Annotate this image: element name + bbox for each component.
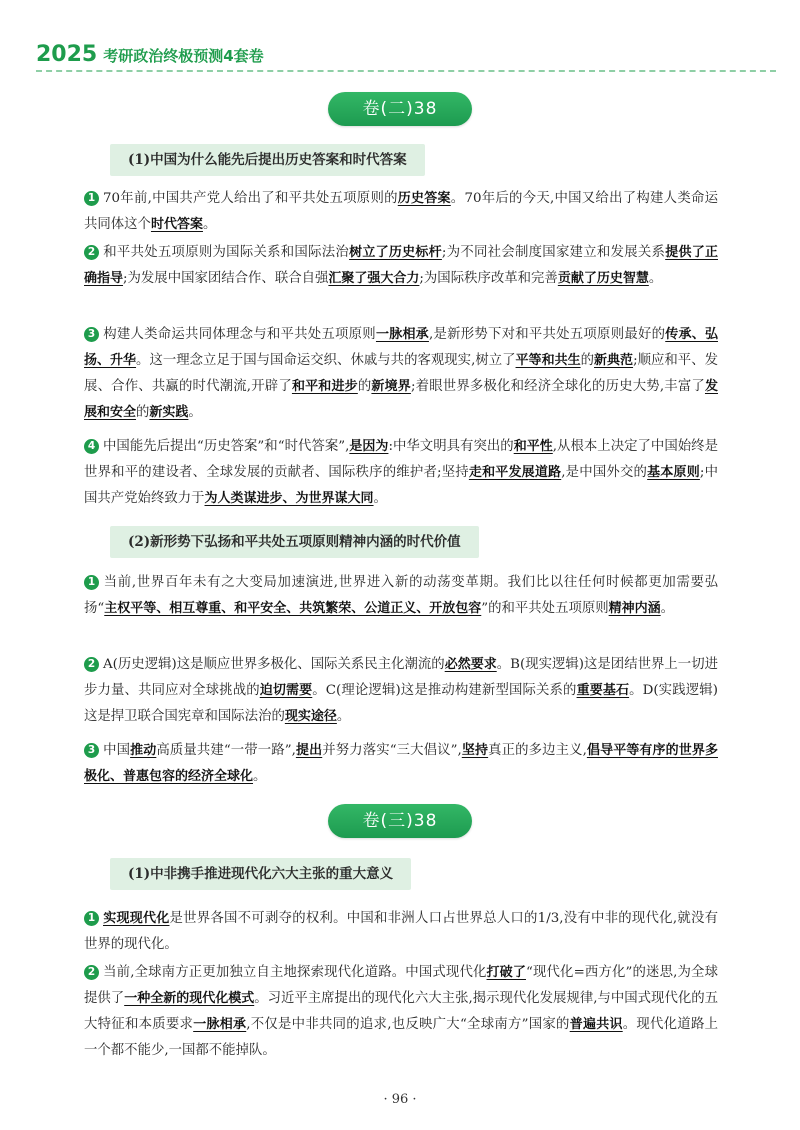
- text: 并努力落实“三大倡议”,: [322, 743, 462, 758]
- q1-paragraph-2: [84, 240, 718, 292]
- keyword: 树立了历史标杆: [349, 245, 442, 260]
- text: 构建人类命运共同体理念与和平共处五项原则: [103, 327, 376, 342]
- section-badge-3: 卷(三)38: [328, 804, 472, 838]
- text: 。: [188, 405, 202, 420]
- page-header: [36, 42, 264, 72]
- header-year: 2025: [36, 42, 98, 67]
- text: 70年前,中国共产党人给出了和平共处五项原则的: [103, 191, 398, 206]
- text: 当前,世界百年未有之大变局加速演进,世界进入新的动荡变革期。我们比以往任何时候都更加需要弘扬“: [84, 575, 718, 616]
- text: 。这一理念立足于国与国命运交织、休戚与共的客观现实,树立了: [136, 353, 516, 368]
- text: 。习近平主席提出的现代化六大主张,揭示现代化发展规律,与中国式现代化的五大特征和本质要求: [84, 991, 719, 1032]
- text: “现代化=西方化”的迷思,为全球提供了: [84, 965, 718, 1006]
- text: 中国: [103, 743, 131, 758]
- section-badge-2: 卷(二)38: [328, 92, 472, 126]
- keyword: 打破了: [486, 965, 526, 980]
- keyword: 坚持: [461, 743, 489, 758]
- keyword: 新境界: [371, 379, 411, 394]
- text: 高质量共建“一带一路”,: [156, 743, 296, 758]
- q3-paragraph-1: [84, 906, 718, 958]
- text: 的: [357, 379, 372, 394]
- keyword: 历史答案: [397, 191, 451, 206]
- keyword: 和平和进步: [291, 379, 358, 394]
- text: ,从根本上决定了中国始终是世界和平的建设者、全球发展的贡献者、国际秩序的维护者;坚持: [84, 439, 718, 480]
- number-badge: 3: [84, 743, 99, 758]
- keyword: 时代答案: [150, 217, 203, 232]
- keyword: 基本原则: [647, 465, 700, 480]
- text: 。C(理论逻辑)这是推动构建新型国际关系的: [312, 683, 577, 698]
- keyword: 现实途径: [284, 709, 337, 724]
- keyword: 实现现代化: [103, 911, 170, 926]
- text: ,不仅是中非共同的追求,也反映广大“全球南方”国家的: [246, 1017, 570, 1032]
- header-divider: [36, 70, 776, 72]
- keyword: 必然要求: [444, 657, 497, 672]
- keyword: 提出: [295, 743, 323, 758]
- text: 是世界各国不可剥夺的权利。中国和非洲人口占世界总人口的1/3,没有中非的现代化,就没有世界的现代化。: [84, 911, 718, 952]
- keyword: 平等和共生: [515, 353, 581, 368]
- text: 。: [202, 217, 217, 232]
- question-heading-3: (1)中非携手推进现代化六大主张的重大意义: [110, 858, 411, 890]
- text: 。: [373, 491, 387, 506]
- keyword: 主权平等、相互尊重、和平安全、共筑繁荣、公道正义、开放包容: [104, 601, 482, 616]
- keyword: 走和平发展道路: [468, 465, 562, 480]
- keyword: 重要基石: [576, 683, 630, 698]
- keyword: 提供了正确指导: [84, 245, 718, 286]
- text: ;为发展中国家团结合作、联合自强: [123, 271, 329, 286]
- text: ;中国共产党始终致力于: [84, 465, 718, 506]
- number-badge: 1: [84, 575, 99, 590]
- text: 的: [136, 405, 150, 420]
- keyword: 倡导平等有序的世界多极化、普惠包容的经济全球化: [84, 743, 718, 784]
- text: ;着眼世界多极化和经济全球化的历史大势,丰富了: [410, 379, 705, 394]
- text: 真正的多边主义,: [488, 743, 587, 758]
- keyword: 和平性: [513, 439, 553, 454]
- question-heading-1: (1)中国为什么能先后提出历史答案和时代答案: [110, 144, 425, 176]
- text: ;为不同社会制度国家建立和发展关系: [441, 245, 666, 260]
- q1-paragraph-3: [84, 322, 718, 426]
- page-number: · 96 ·: [383, 1092, 417, 1107]
- text: ,是中国外交的: [561, 465, 648, 480]
- text: 。: [648, 271, 663, 286]
- text: 。D(实践逻辑)这是捍卫联合国宪章和国际法治的: [84, 683, 718, 724]
- q1-paragraph-1: [84, 186, 718, 238]
- q2-paragraph-2: [84, 652, 718, 730]
- text: 。: [660, 601, 675, 616]
- keyword: 推动: [130, 743, 157, 758]
- text: 。B(现实逻辑)这是团结世界上一切进步力量、共同应对全球挑战的: [84, 657, 718, 698]
- number-badge: 1: [84, 191, 99, 206]
- keyword: 发展和安全: [84, 379, 718, 420]
- keyword: 迫切需要: [259, 683, 313, 698]
- text: ,是新形势下对和平共处五项原则最好的: [428, 327, 666, 342]
- q1-paragraph-4: [84, 434, 718, 512]
- q2-paragraph-1: [84, 570, 718, 622]
- keyword: 贡献了历史智慧: [557, 271, 649, 286]
- number-badge: 2: [84, 245, 99, 260]
- keyword: 新实践: [149, 405, 189, 420]
- keyword: 是因为: [349, 439, 389, 454]
- number-badge: 2: [84, 965, 99, 980]
- text: :中华文明具有突出的: [388, 439, 514, 454]
- keyword: 汇聚了强大合力: [328, 271, 420, 286]
- keyword: 一种全新的现代化模式: [124, 991, 255, 1006]
- q3-paragraph-2: [84, 960, 718, 1064]
- text: ;顺应和平、发展、合作、共赢的时代潮流,开辟了: [84, 353, 718, 394]
- keyword: 一脉相承: [375, 327, 429, 342]
- number-badge: 4: [84, 439, 99, 454]
- keyword: 为人类谋进步、为世界谋大同: [204, 491, 374, 506]
- text: 。现代化道路上一个都不能少,一国都不能掉队。: [84, 1017, 718, 1058]
- text: 。: [336, 709, 351, 724]
- text: 。: [253, 769, 267, 784]
- text: 。70年后的今天,中国又给出了构建人类命运共同体这个: [84, 191, 718, 232]
- text: 当前,全球南方正更加独立自主地探索现代化道路。中国式现代化: [103, 965, 487, 980]
- keyword: 普遍共识: [569, 1017, 623, 1032]
- number-badge: 1: [84, 911, 99, 926]
- text: 和平共处五项原则为国际关系和国际法治: [103, 245, 350, 260]
- keyword: 传承、弘扬、升华: [84, 327, 718, 368]
- keyword: 一脉相承: [193, 1017, 247, 1032]
- q2-paragraph-3: [84, 738, 718, 790]
- keyword: 新典范: [594, 353, 634, 368]
- question-heading-2: (2)新形势下弘扬和平共处五项原则精神内涵的时代价值: [110, 526, 479, 558]
- keyword: 精神内涵: [608, 601, 661, 616]
- text: ;为国际秩序改革和完善: [419, 271, 558, 286]
- text: 中国能先后提出“历史答案”和“时代答案”,: [103, 439, 350, 454]
- text: ”的和平共处五项原则: [481, 601, 609, 616]
- number-badge: 2: [84, 657, 99, 672]
- number-badge: 3: [84, 327, 99, 342]
- header-title: 考研政治终极预测4套卷: [103, 47, 264, 65]
- text: 的: [580, 353, 595, 368]
- text: A(历史逻辑)这是顺应世界多极化、国际关系民主化潮流的: [103, 657, 445, 672]
